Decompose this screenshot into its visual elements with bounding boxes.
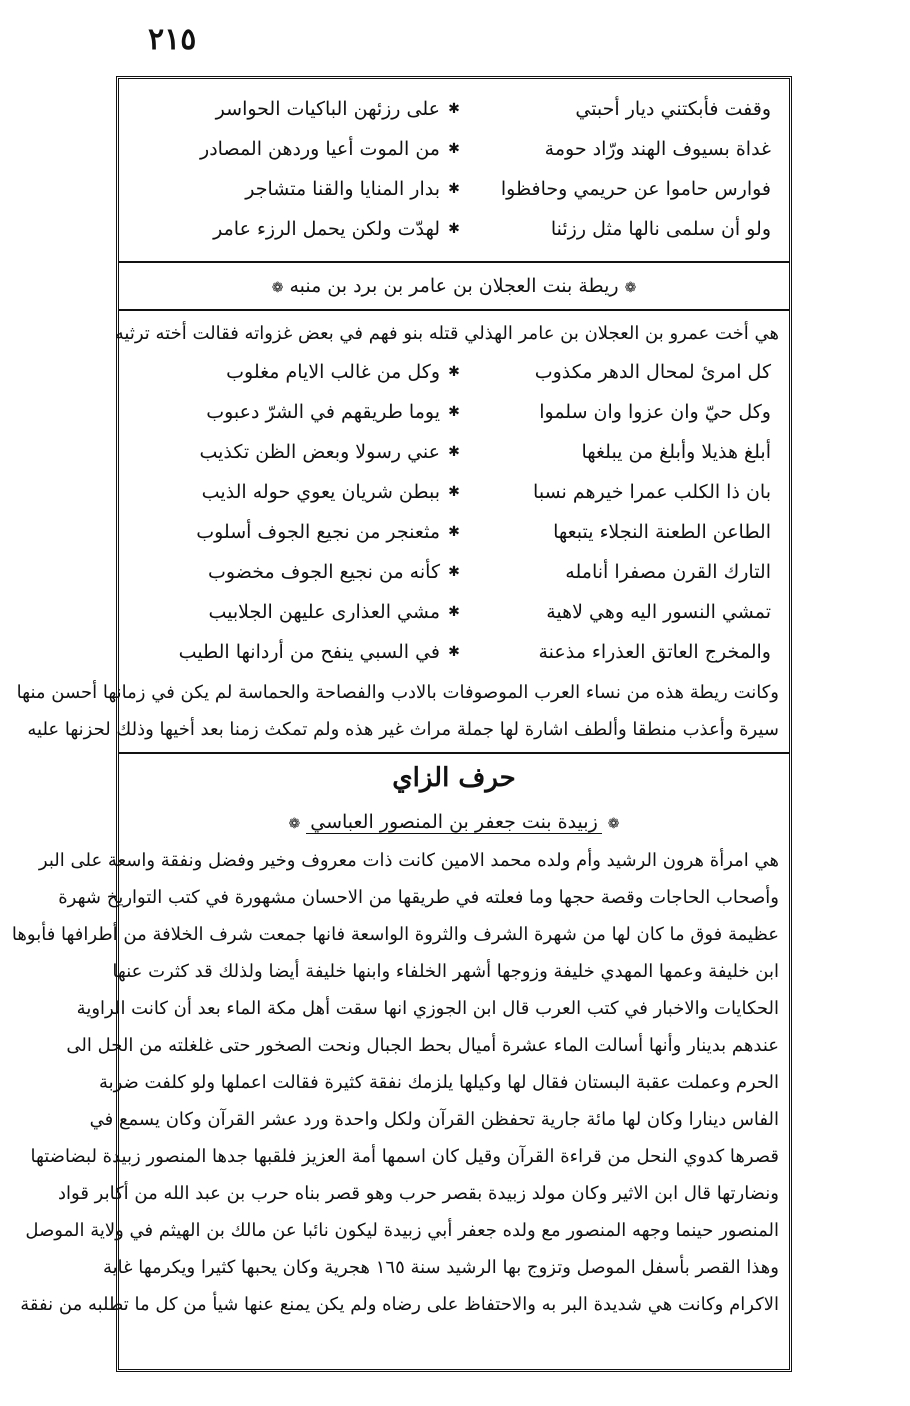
prose-line: وكانت ريطة هذه من نساء العرب الموصوفات بالادب والفصاحة والحماسة لم يكن في زمانها أحسن منها: [16, 682, 779, 703]
intro-rayta: [114, 311, 789, 352]
prose-line: قصرها كدوي النحل من قراءة القرآن وقيل كان اسمها أمة العزيز فلقبها جدها المنصور زبيدة لبضاضتها: [30, 1146, 779, 1167]
heading-text: زبيدة بنت جعفر بن المنصور العباسي: [306, 811, 602, 834]
verse-first-hemistich: وقفت فأبكتني ديار أحبتي: [575, 98, 771, 120]
verse: [137, 632, 771, 672]
star-separator: ✱: [448, 644, 460, 660]
verse-first-hemistich: ولو أن سلمى نالها مثل رزئنا: [550, 218, 771, 240]
verse-first-hemistich: الطاعن الطعنة النجلاء يتبعها: [553, 521, 771, 543]
verse-second-hemistich: كأنه من نجيع الجوف مخضوب: [208, 561, 440, 583]
prose-line: عندهم بدينار وأنها أسالت الماء عشرة أميال بحط الجبال ونحت الصخور حتى غلغلته من الحل الى: [66, 1035, 779, 1056]
verse-first-hemistich: وكل حيّ وان عزوا وان سلموا: [539, 401, 771, 423]
prose-line: وهذا القصر بأسفل الموصل وتزوج بها الرشيد سنة ١٦٥ هجرية وكان يحبها كثيرا ويكرمها غاية: [102, 1257, 779, 1278]
star-separator: ✱: [448, 524, 460, 540]
prose-line: عظيمة فوق ما كان لها من شهرة الشرف والثروة الواسعة فانها جمعت شرف الخلافة من أطرافها فأبوها: [11, 924, 779, 945]
verse: [137, 552, 771, 592]
star-separator: ✱: [448, 101, 460, 117]
verse-first-hemistich: فوارس حاموا عن حريمي وحافظوا: [500, 178, 771, 200]
verse-second-hemistich: مشي العذارى عليهن الجلابيب: [208, 601, 440, 623]
verse-first-hemistich: غداة بسيوف الهند ورّاد حومة: [544, 138, 771, 160]
verse-second-hemistich: يوما طريقهم في الشرّ دعبوب: [206, 401, 440, 423]
verse-second-hemistich: في السبي ينفح من أردانها الطيب: [178, 641, 440, 663]
verse-second-hemistich: مثعنجر من نجيع الجوف أسلوب: [196, 521, 440, 543]
verse-first-hemistich: تمشي النسور اليه وهي لاهية: [546, 601, 771, 623]
star-separator: ✱: [448, 484, 460, 500]
poem-1: [119, 79, 789, 261]
prose-line: ونضارتها قال ابن الاثير وكان مولد زبيدة بقصر حرب وهو قصر بناه حرب بن عبد الله من أكابر قواد: [58, 1183, 779, 1204]
star-separator: ✱: [448, 404, 460, 420]
heading-text: ريطة بنت العجلان بن عامر بن برد بن منبه: [289, 275, 619, 297]
verse-second-hemistich: لهدّت ولكن يحمل الرزء عامر: [213, 218, 440, 240]
verse: [137, 432, 771, 472]
star-separator: ✱: [448, 444, 460, 460]
verse: [137, 209, 771, 249]
page-number: ٢١٥: [148, 22, 197, 57]
verse-second-hemistich: على رزئهن الباكيات الحواسر: [215, 98, 440, 120]
paragraph-rayta: [16, 674, 789, 748]
ornament-icon: ❁: [288, 816, 301, 832]
verse-first-hemistich: التارك القرن مصفرا أنامله: [565, 561, 771, 583]
verse-first-hemistich: والمخرج العاتق العذراء مذعنة: [538, 641, 771, 663]
verse: [137, 392, 771, 432]
biography-heading-zubayda: [119, 802, 789, 842]
prose-line: هي أخت عمرو بن العجلان بن عامر الهذلي قتله بنو فهم في بعض غزواته فقالت أخته ترثيه: [114, 323, 779, 344]
prose-line: سيرة وأعذب منطقا وألطف اشارة لها جملة مراث غير هذه ولم تمكث زمنا بعد أخيها وذلك لحزنها عليه: [27, 719, 779, 740]
page-content: [11, 79, 789, 1323]
verse-second-hemistich: عني رسولا وبعض الظن تكذيب: [199, 441, 440, 463]
verse-first-hemistich: كل امرئ لمحال الدهر مكذوب: [534, 361, 771, 383]
verse: [137, 592, 771, 632]
verse-first-hemistich: بان ذا الكلب عمرا خيرهم نسبا: [533, 481, 771, 503]
star-separator: ✱: [448, 604, 460, 620]
ornament-icon: ❁: [607, 816, 620, 832]
verse: [137, 512, 771, 552]
poem-2: [119, 352, 789, 674]
prose-line: الاكرام وكانت هي شديدة البر به والاحتفاظ على رضاه ولم يكن يمنع عنها شيأ من كل ما تطلبه من نفقة: [20, 1294, 779, 1315]
ornament-icon: ❁: [271, 280, 284, 296]
verse: [137, 352, 771, 392]
prose-line: الحرم وعملت عقبة البستان فقال لها وكيلها يلزمك نفقة كثيرة فقالت اعملها ولو كلفت ضربة: [98, 1072, 779, 1093]
prose-line: الحكايات والاخبار في كتب العرب قال ابن الجوزي انها سقت أهل مكة الماء بعد أن كانت الراوية: [76, 998, 779, 1019]
prose-line: الفاس دينارا وكان لها مائة جارية تحفظن القرآن ولكل واحدة ورد عشر القرآن وكان يسمع في: [89, 1109, 779, 1130]
biography-heading-rayta: [119, 263, 789, 309]
verse: [137, 169, 771, 209]
verse: [137, 472, 771, 512]
star-separator: ✱: [448, 364, 460, 380]
ornament-icon: ❁: [624, 280, 637, 296]
star-separator: ✱: [448, 141, 460, 157]
prose-line: هي امرأة هرون الرشيد وأم ولده محمد الامين كانت ذات معروف وخير وفضل ونفقة واسعة على البر: [38, 850, 779, 871]
page-frame: [11, 76, 792, 1372]
prose-line: وأصحاب الحاجات وقصة حجها وما فعلته في طريقها من الاحسان مشهورة في كتب التواريخ شهرة: [58, 887, 779, 908]
verse-second-hemistich: بدار المنايا والقنا متشاجر: [245, 178, 440, 200]
verse: [137, 129, 771, 169]
prose-line: المنصور حينما وجهه المنصور مع ولده جعفر أبي زبيدة ليكون نائبا عن مالك بن الهيثم في ولاية الموصل: [25, 1220, 779, 1241]
verse-second-hemistich: وكل من غالب الايام مغلوب: [226, 361, 440, 383]
star-separator: ✱: [448, 564, 460, 580]
verse-second-hemistich: ببطن شريان يعوي حوله الذيب: [201, 481, 440, 503]
star-separator: ✱: [448, 181, 460, 197]
verse: [137, 89, 771, 129]
verse-first-hemistich: أبلغ هذيلا وأبلغ من يبلغها: [581, 441, 771, 463]
section-title: حرف الزاي: [392, 763, 516, 793]
paragraph-zubayda: [11, 842, 789, 1323]
verse-second-hemistich: من الموت أعيا وردهن المصادر: [200, 138, 440, 160]
star-separator: ✱: [448, 221, 460, 237]
prose-line: ابن خليفة وعمها المهدي خليفة وزوجها أشهر الخلفاء وابنها خليفة أيضا ولذلك قد كثرت عنها: [112, 961, 779, 982]
